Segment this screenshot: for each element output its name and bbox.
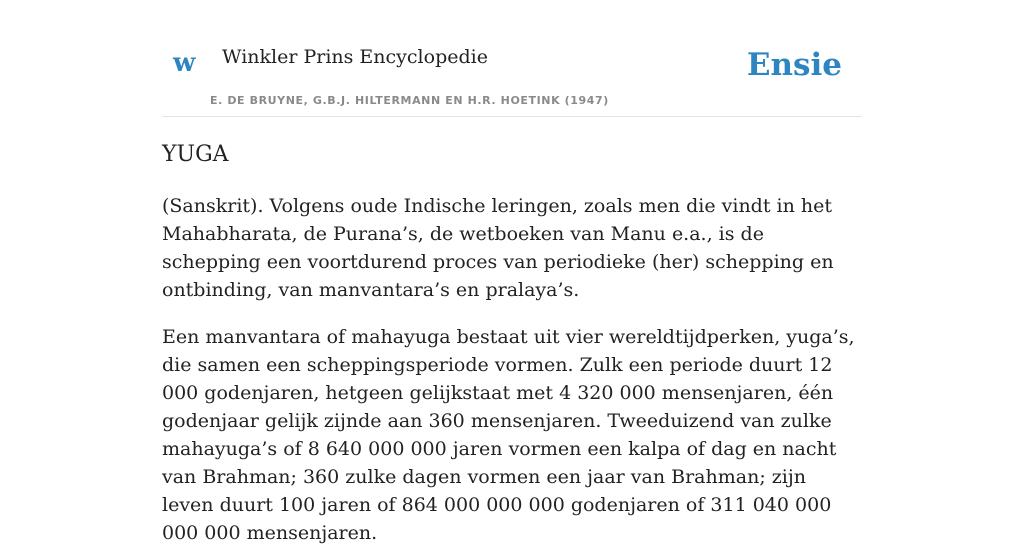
- article-paragraph-2: Een manvantara of mahayuga bestaat uit vier wereldtijdperken, yuga’s, die samen een scheppingsperiode vormen. Zulk een periode duurt 12 000 godenjaren, hetgeen gelijkstaat met 4 320 000 mensenjaren, één godenjaar gelijk zijnde aan 360 mensenjaren. Tweeduizend van zulke mahayuga’s of 8 640 000 000 jaren vormen een kalpa of dag en nacht van Brahman; 360 zulke dagen vormen een jaar van Brahman; zijn leven duurt 100 jaren of 864 000 000 000 godenjaren of 311 040 000 000 000 mensenjaren.: [162, 326, 855, 544]
- article: [162, 140, 862, 547]
- ensie-logo[interactable]: Ensie: [746, 47, 842, 83]
- publication-logo[interactable]: w: [173, 48, 196, 78]
- publication-title[interactable]: Winkler Prins Encyclopedie: [222, 46, 488, 68]
- article-paragraph-1: (Sanskrit). Volgens oude Indische leringen, zoals men die vindt in het Mahabharata, de Purana’s, de wetboeken van Manu e.a., is de schepping een voortdurend proces van periodieke (her) schepping en ontbinding, van manvantara’s en pralaya’s.: [162, 195, 834, 301]
- site-header: [162, 0, 862, 117]
- article-title: YUGA: [162, 142, 229, 167]
- publication-authors: E. DE BRUYNE, G.B.J. HILTERMANN EN H.R. HOETINK (1947): [210, 94, 609, 107]
